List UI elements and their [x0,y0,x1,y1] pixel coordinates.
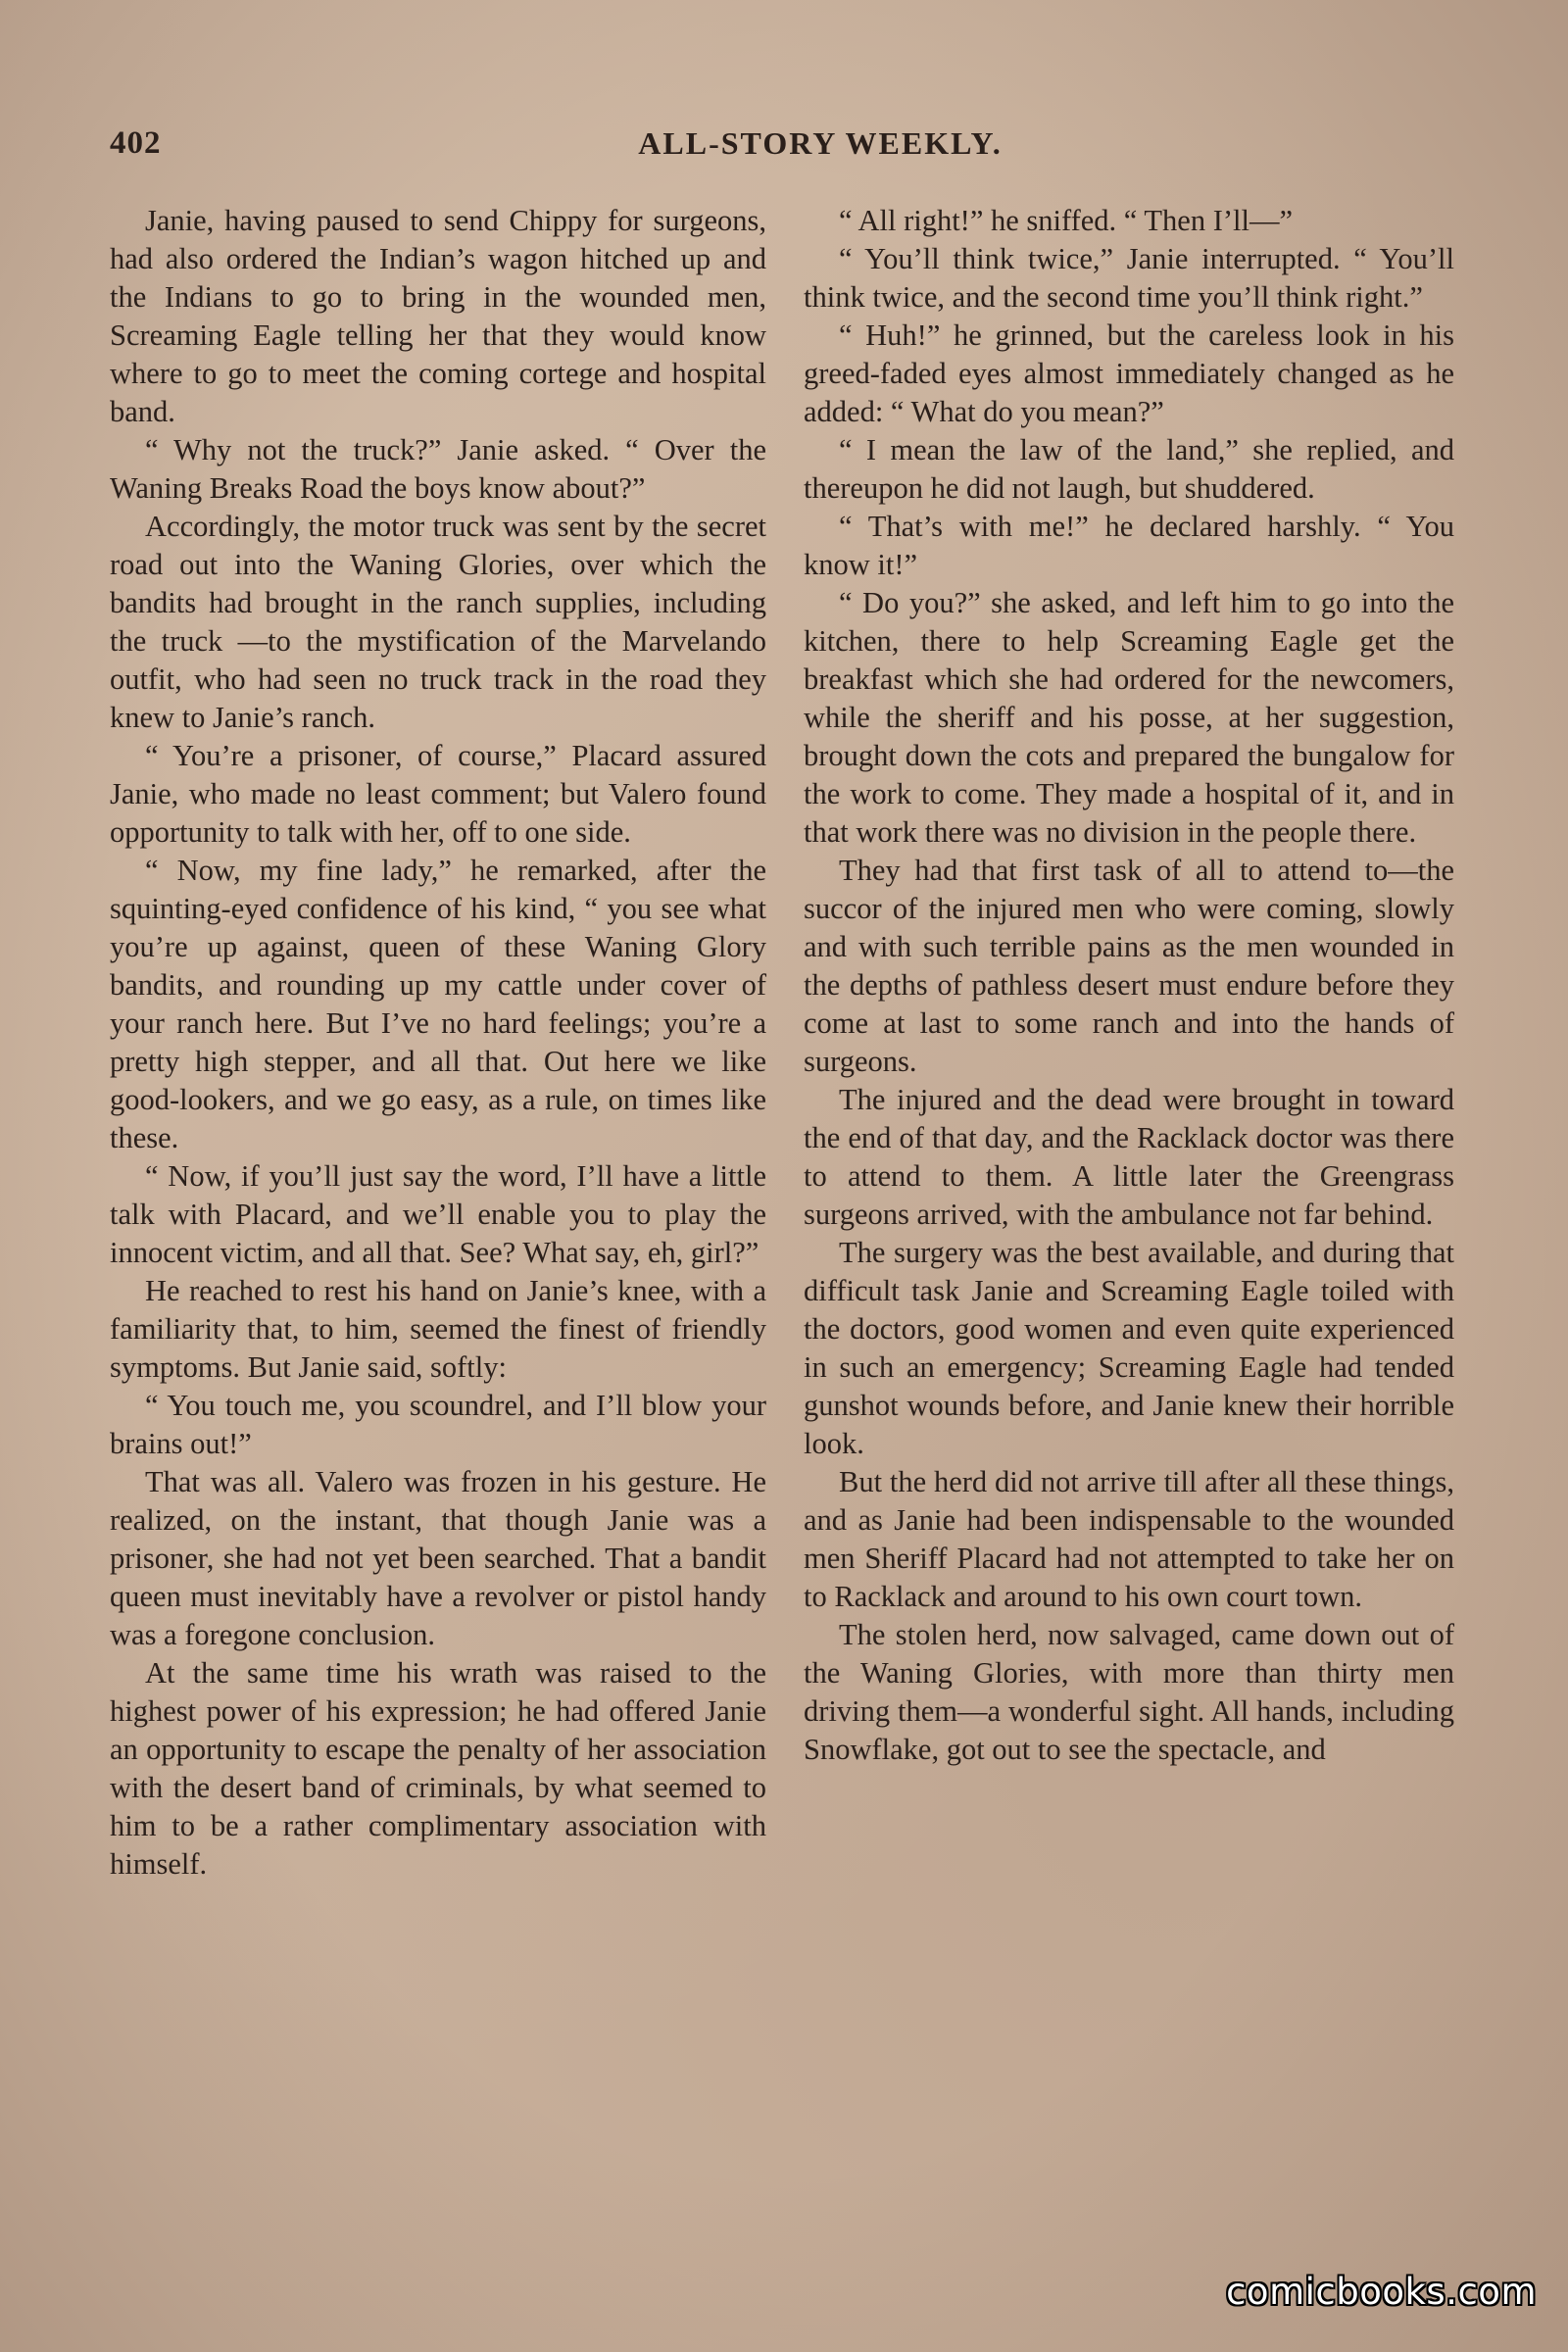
paragraph: The surgery was the best available, and during that difficult task Janie and Screaming Eagle toiled with the doctors, good women and even quite experienced in such an emergency; Screaming Eagle had tended gunshot wounds before, and Janie knew their horrible look. [804,1236,1454,1460]
page-number: 402 [110,125,162,161]
paragraph: Janie, having paused to send Chippy for surgeons, had also ordered the Indian’s wagon hitched up and the Indians to go to bring in the wounded men, Screaming Eagle telling her that they would know where to go to meet the coming cortege and hospital band. [110,204,766,428]
paragraph: “ Now, if you’ll just say the word, I’ll have a little talk with Placard, and we’ll enable you to play the innocent victim, and all that. See? What say, eh, girl?” [110,1159,766,1269]
left-column [110,202,766,1884]
right-column [804,202,1454,1769]
page-header [110,125,1452,172]
paragraph: “ Why not the truck?” Janie asked. “ Over the Waning Breaks Road the boys know about?” [110,433,766,505]
paragraph: “ Huh!” he grinned, but the careless look in his greed-faded eyes almost immediately changed as he added: “ What do you mean?” [804,318,1454,428]
paragraph: “ Do you?” she asked, and left him to go into the kitchen, there to help Screaming Eagle get the breakfast which she had ordered for the newcomers, while the sheriff and his posse, at her suggestion, brought down the cots and prepared the bungalow for the work to come. They made a hospital of it, and in that work there was no division in the people there. [804,586,1454,849]
paragraph: “ All right!” he sniffed. “ Then I’ll—” [839,204,1294,237]
site-watermark: comicbooks.com [1226,2271,1537,2313]
paragraph: Accordingly, the motor truck was sent by the secret road out into the Waning Glories, over which the bandits had brought in the ranch supplies, including the truck —to the mystification of the Marvelando outfit, who had seen no truck track in the road they knew to Janie’s ranch. [110,510,766,734]
paragraph: “ That’s with me!” he declared harshly. “ You know it!” [804,510,1454,581]
paragraph: But the herd did not arrive till after all these things, and as Janie had been indispensable to the wounded men Sheriff Placard had not attempted to take her on to Racklack and around to his own court town. [804,1465,1454,1613]
paragraph: “ I mean the law of the land,” she replied, and thereupon he did not laugh, but shuddered. [804,433,1454,505]
paragraph: “ You touch me, you scoundrel, and I’ll blow your brains out!” [110,1389,766,1460]
paragraph: He reached to rest his hand on Janie’s knee, with a familiarity that, to him, seemed the finest of friendly symptoms. But Janie said, softly: [110,1274,766,1384]
paragraph: At the same time his wrath was raised to the highest power of his expression; he had offered Janie an opportunity to escape the penalty of her association with the desert band of criminals, by what seemed to him to be a rather complimentary association with himself. [110,1656,766,1881]
paragraph: “ Now, my fine lady,” he remarked, after the squinting-eyed confidence of his kind, “ you see what you’re up against, queen of these Waning Glory bandits, and rounding up my cattle under cover of your ranch here. But I’ve no hard feelings; you’re a pretty high stepper, and all that. Out here we like good-lookers, and we go easy, as a rule, on times like these. [110,854,766,1154]
paragraph: The stolen herd, now salvaged, came down out of the Waning Glories, with more than thirty men driving them—a wonderful sight. All hands, including Snowflake, got out to see the spectacle, and [804,1618,1454,1766]
paragraph: “ You’ll think twice,” Janie interrupted. “ You’ll think twice, and the second time you’ll think right.” [804,242,1454,314]
paragraph: “ You’re a prisoner, of course,” Placard assured Janie, who made no least comment; but Valero found opportunity to talk with her, off to one side. [110,739,766,849]
paragraph: That was all. Valero was frozen in his gesture. He realized, on the instant, that though Janie was a prisoner, she had not yet been searched. That a bandit queen must inevitably have a revolver or pistol handy was a foregone conclusion. [110,1465,766,1651]
paragraph: They had that first task of all to attend to—the succor of the injured men who were coming, slowly and with such terrible pains as the men wounded in the depths of pathless desert must endure before they come at last to some ranch and into the hands of surgeons. [804,854,1454,1078]
paragraph: The injured and the dead were brought in toward the end of that day, and the Racklack doctor was there to attend to them. A little later the Greengrass surgeons arrived, with the ambulance not far behind. [804,1083,1454,1231]
running-head: ALL-STORY WEEKLY. [638,125,1003,161]
